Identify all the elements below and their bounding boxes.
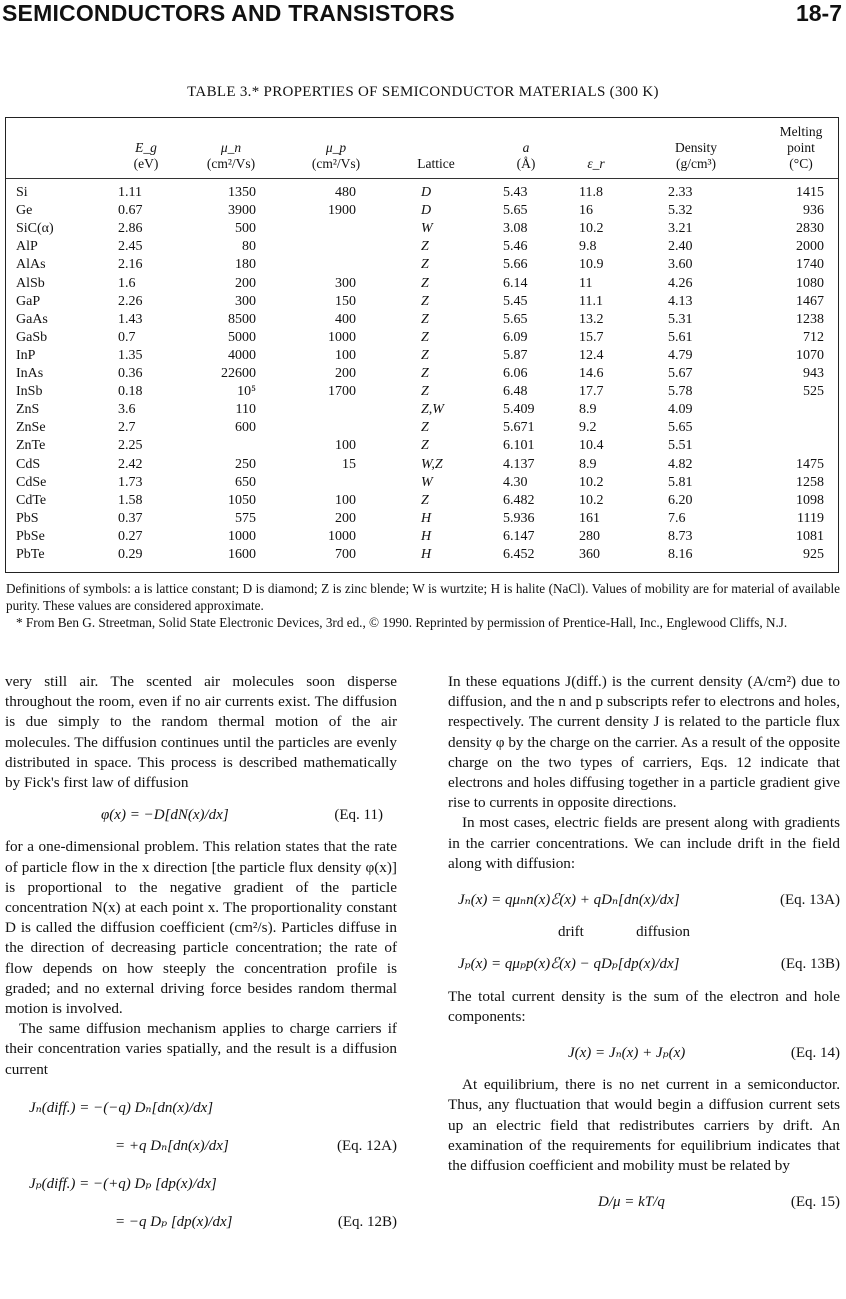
paragraph: In these equations J(diff.) is the current density (A/cm²) due to diffusion, and the n and p subscripts refer to electrons and holes, respectively. The current density J is related to the particle flux density φ by the charge on the carrier. As a result of the opposite charge on the two types of carriers, Eqs. 12 indicate that electrons and holes diffusing together in a particle gradient give rise to currents in opposite directions. (448, 673, 840, 812)
cell-er: 9.8 (579, 239, 597, 255)
cell-den: 4.82 (668, 456, 693, 472)
cell-a: 5.45 (503, 293, 528, 309)
cell-eg: 1.58 (118, 492, 143, 508)
table-row (6, 202, 838, 220)
cell-mun: 3900 (228, 203, 256, 219)
cell-den: 4.26 (668, 275, 693, 291)
cell-er: 280 (579, 528, 600, 544)
cell-lat: Z (421, 239, 429, 255)
cell-lat: W,Z (421, 456, 443, 472)
cell-mup: 100 (335, 438, 356, 454)
cell-eg: 0.36 (118, 366, 143, 381)
cell-mp: 525 (803, 384, 824, 400)
cell-den: 4.13 (668, 293, 693, 309)
cell-mup: 1700 (328, 384, 356, 400)
cell-mup: 400 (335, 311, 356, 327)
cell-mp: 1238 (796, 311, 824, 327)
col-mun: μ_n (cm²/Vs) (206, 140, 256, 171)
table-header (6, 124, 838, 176)
cell-mun: 575 (235, 510, 256, 526)
cell-mun: 650 (235, 474, 256, 490)
cell-mun: 180 (235, 257, 256, 273)
cell-a: 6.147 (503, 528, 535, 544)
cell-mup: 480 (335, 185, 356, 200)
cell-lat: Z,W (421, 402, 444, 418)
table-row (6, 383, 838, 401)
cell-mup: 15 (342, 456, 356, 472)
cell-mp: 1081 (796, 528, 824, 544)
cell-mup: 1000 (328, 528, 356, 544)
table-row (6, 347, 838, 365)
cell-a: 6.14 (503, 275, 528, 291)
cell-er: 9.2 (579, 420, 597, 436)
cell-mat: ZnS (16, 402, 40, 418)
cell-eg: 2.86 (118, 221, 143, 237)
col-a: a (Å) (516, 140, 536, 171)
source-credit: * From Ben G. Streetman, Solid State Electronic Devices, 3rd ed., © 1990. Reprinted by permission of Prentice-Hall, Inc., Englewood Cliffs, N.J. (16, 615, 788, 630)
cell-den: 6.20 (668, 492, 693, 508)
cell-er: 10.2 (579, 474, 604, 490)
cell-eg: 0.67 (118, 203, 143, 219)
cell-mat: InP (16, 347, 36, 363)
cell-a: 6.482 (503, 492, 535, 508)
cell-mat: CdTe (16, 492, 47, 508)
paragraph: At equilibrium, there is no net current in a semiconductor. Thus, any fluctuation that would begin a diffusion current sets up an electric field that redistributes carriers by drift. An examination of the requirements for equilibrium indicates that the diffusion coefficient and mobility must be related by (448, 1076, 840, 1175)
cell-er: 161 (579, 510, 600, 526)
cell-mat: Si (16, 185, 28, 200)
cell-mup: 100 (335, 492, 356, 508)
cell-er: 11.8 (579, 185, 603, 200)
cell-mat: GaSb (16, 329, 48, 345)
cell-eg: 0.18 (118, 384, 143, 400)
cell-lat: W (421, 221, 433, 237)
cell-eg: 2.16 (118, 257, 143, 273)
cell-lat: Z (421, 311, 429, 327)
cell-mup: 300 (335, 275, 356, 291)
cell-mup: 200 (335, 510, 356, 526)
cell-mat: AlP (16, 239, 38, 255)
cell-lat: H (421, 528, 432, 544)
cell-mp: 2830 (796, 221, 824, 237)
equation-13a: Jₙ(x) = qμₙn(x)ℰ(x) + qDₙ[dn(x)/dx] (Eq. 13A) (458, 892, 840, 909)
col-eg: E_g (eV) (133, 140, 159, 171)
cell-mp: 1098 (796, 492, 824, 508)
cell-eg: 2.26 (118, 293, 143, 309)
right-column (448, 672, 840, 1224)
cell-eg: 0.27 (118, 528, 143, 544)
cell-eg: 1.11 (118, 185, 142, 200)
cell-mat: InAs (16, 366, 44, 381)
table-row (6, 492, 838, 510)
table-row (6, 510, 838, 528)
paragraph: very still air. The scented air molecules soon disperse throughout the room, even if no air currents exist. The diffusion is due simply to the random thermal motion of the air molecules. The diffusion continues until the particles are evenly distributed in space. This process is described mathematically by Fick's first law of diffusion (5, 673, 397, 792)
cell-lat: Z (421, 329, 429, 345)
page-number: 18-7 (795, 0, 842, 26)
cell-a: 5.65 (503, 311, 528, 327)
cell-er: 10.9 (579, 257, 604, 273)
cell-mun: 80 (242, 239, 256, 255)
cell-mat: GaP (16, 293, 41, 309)
left-column (5, 672, 397, 1245)
cell-er: 13.2 (579, 311, 604, 327)
cell-den: 5.31 (668, 311, 693, 327)
cell-den: 5.61 (668, 329, 693, 345)
cell-mun: 8500 (228, 311, 256, 327)
col-lattice: Lattice (417, 156, 455, 171)
cell-den: 2.40 (668, 239, 693, 255)
col-mup: μ_p (cm²/Vs) (311, 140, 361, 171)
cell-eg: 2.7 (118, 420, 136, 436)
cell-mat: CdS (16, 456, 41, 472)
cell-eg: 1.43 (118, 311, 143, 327)
table-row (6, 546, 838, 564)
cell-mun: 4000 (228, 347, 256, 363)
cell-mat: PbSe (16, 528, 45, 544)
cell-er: 10.4 (579, 438, 604, 454)
cell-er: 17.7 (579, 384, 604, 400)
cell-er: 360 (579, 547, 600, 562)
cell-lat: Z (421, 438, 429, 454)
cell-lat: D (421, 185, 432, 200)
cell-mun: 200 (235, 275, 256, 291)
header-rule (6, 178, 838, 179)
cell-den: 5.67 (668, 366, 693, 381)
cell-eg: 2.25 (118, 438, 143, 454)
cell-a: 6.09 (503, 329, 528, 345)
cell-mun: 1600 (228, 547, 256, 562)
cell-a: 5.87 (503, 347, 528, 363)
cell-mun: 300 (235, 293, 256, 309)
cell-a: 3.08 (503, 221, 528, 237)
cell-mun: 5000 (228, 329, 256, 345)
table-row (6, 329, 838, 347)
table-row (6, 293, 838, 311)
table-row (6, 311, 838, 329)
col-er: ε_r (587, 156, 605, 171)
equation-12a-line1: Jₙ(diff.) = −(−q) Dₙ[dn(x)/dx] (29, 1099, 214, 1116)
cell-mat: AlSb (16, 275, 45, 291)
cell-lat: W (421, 474, 433, 490)
equation-14: J(x) = Jₙ(x) + Jₚ(x) (Eq. 14) (568, 1045, 840, 1062)
paragraph: The total current density is the sum of the electron and hole components: (448, 987, 840, 1025)
cell-er: 11.1 (579, 293, 603, 309)
cell-mp: 925 (803, 547, 824, 562)
cell-lat: H (421, 547, 432, 562)
cell-mup: 200 (335, 366, 356, 381)
cell-mat: GaAs (16, 311, 48, 327)
cell-lat: Z (421, 366, 429, 381)
cell-eg: 0.29 (118, 547, 143, 562)
cell-mun: 1050 (228, 492, 256, 508)
cell-mp: 1740 (796, 257, 824, 273)
equation-13b: Jₚ(x) = qμₚp(x)ℰ(x) − qDₚ[dp(x)/dx] (Eq. 13B) (458, 956, 840, 973)
table-row (6, 275, 838, 293)
cell-mp: 936 (803, 203, 824, 219)
cell-mp: 1415 (796, 185, 824, 200)
cell-er: 12.4 (579, 347, 604, 363)
cell-eg: 1.35 (118, 347, 143, 363)
table-row (6, 528, 838, 546)
cell-mat: PbTe (16, 547, 45, 562)
cell-mun: 110 (235, 402, 256, 418)
cell-den: 2.33 (668, 185, 693, 200)
cell-er: 14.6 (579, 366, 604, 381)
cell-den: 5.78 (668, 384, 693, 400)
cell-a: 5.43 (503, 185, 528, 200)
cell-lat: Z (421, 492, 429, 508)
cell-den: 8.16 (668, 547, 693, 562)
cell-mp: 1467 (796, 293, 824, 309)
cell-mat: PbS (16, 510, 39, 526)
cell-eg: 3.6 (118, 402, 136, 418)
cell-mun: 1350 (228, 185, 256, 200)
equation-15: D/μ = kT/q (Eq. 15) (598, 1194, 840, 1211)
equation-12a-line2: = +q Dₙ[dn(x)/dx] (Eq. 12A) (115, 1138, 397, 1155)
cell-mup: 1900 (328, 203, 356, 219)
cell-mun: 600 (235, 420, 256, 436)
cell-mp: 1070 (796, 347, 824, 363)
cell-lat: Z (421, 275, 429, 291)
table-row (6, 220, 838, 238)
cell-mup: 1000 (328, 329, 356, 345)
cell-er: 11 (579, 275, 593, 291)
cell-den: 3.60 (668, 257, 693, 273)
cell-er: 8.9 (579, 456, 597, 472)
cell-eg: 0.37 (118, 510, 143, 526)
cell-a: 5.66 (503, 257, 528, 273)
cell-a: 5.46 (503, 239, 528, 255)
table-notes (6, 580, 840, 631)
cell-a: 4.30 (503, 474, 528, 490)
cell-er: 10.2 (579, 492, 604, 508)
cell-er: 8.9 (579, 402, 597, 418)
table-title: TABLE 3.* PROPERTIES OF SEMICONDUCTOR MATERIALS (300 K) (187, 84, 659, 100)
cell-eg: 1.73 (118, 474, 143, 490)
cell-den: 7.6 (668, 510, 686, 526)
cell-mun: 250 (235, 456, 256, 472)
cell-a: 5.936 (503, 510, 535, 526)
cell-eg: 1.6 (118, 275, 136, 291)
cell-den: 5.81 (668, 474, 693, 490)
cell-mp: 2000 (796, 239, 824, 255)
cell-mat: CdSe (16, 474, 47, 490)
cell-mup: 150 (335, 293, 356, 309)
drift-diffusion-labels: drift diffusion (558, 924, 690, 941)
equation-11: φ(x) = −D[dN(x)/dx] (Eq. 11) (101, 807, 383, 824)
cell-mat: InSb (16, 384, 43, 400)
cell-mp: 943 (803, 366, 824, 381)
cell-den: 5.51 (668, 438, 693, 454)
cell-mp: 1258 (796, 474, 824, 490)
cell-mp: 1119 (797, 510, 824, 526)
cell-lat: H (421, 510, 432, 526)
cell-a: 6.06 (503, 366, 528, 381)
table-row (6, 238, 838, 256)
properties-table (5, 117, 839, 573)
cell-a: 5.671 (503, 420, 535, 436)
cell-lat: Z (421, 257, 429, 273)
cell-mup: 100 (335, 347, 356, 363)
cell-mup: 700 (335, 547, 356, 562)
cell-lat: Z (421, 293, 429, 309)
cell-a: 4.137 (503, 456, 535, 472)
equation-12b-line1: Jₚ(diff.) = −(+q) Dₚ [dp(x)/dx] (29, 1176, 217, 1193)
cell-er: 15.7 (579, 329, 604, 345)
cell-den: 8.73 (668, 528, 693, 544)
table-row (6, 456, 838, 474)
cell-lat: Z (421, 347, 429, 363)
cell-den: 3.21 (668, 221, 693, 237)
table-row (6, 437, 838, 455)
paragraph: The same diffusion mechanism applies to charge carriers if their concentration varies spatially, and the result is a diffusion current (5, 1020, 397, 1078)
paragraph: for a one-dimensional problem. This relation states that the rate of particle flow in the x direction [the particle flux density φ(x)] is proportional to the negative gradient of the particle concentration N(x) at each point x. The proportionality constant D is called the diffusion coefficient (cm²/s). Particles diffuse in the direction of decreasing particle concentration; the rate of flow depends on how steeply the concentration profile is graded; and no external driving force besides random thermal motion is involved. (5, 838, 397, 1018)
cell-a: 6.101 (503, 438, 535, 454)
cell-mat: SiC(α) (16, 221, 54, 237)
cell-mun: 10⁵ (237, 384, 256, 400)
cell-eg: 0.7 (118, 329, 136, 345)
col-density: Density (g/cm³) (675, 140, 717, 171)
cell-a: 5.409 (503, 402, 535, 418)
cell-mat: Ge (16, 203, 33, 219)
page-header (0, 0, 846, 36)
cell-lat: Z (421, 420, 429, 436)
cell-mun: 500 (235, 221, 256, 237)
equation-12b-line2: = −q Dₚ [dp(x)/dx] (Eq. 12B) (115, 1214, 397, 1231)
table-row (6, 365, 838, 383)
cell-mun: 22600 (221, 366, 256, 381)
cell-mp: 1080 (796, 275, 824, 291)
col-melting: Melting point (°C) (779, 124, 823, 171)
paragraph: In most cases, electric fields are present along with gradients in the carrier concentrations. We can include drift in the field along with diffusion: (448, 814, 840, 872)
symbol-definitions: Definitions of symbols: a is lattice constant; D is diamond; Z is zinc blende; W is wurtzite; H is halite (NaCl). Values of mobility are for material of available purity. These values are considered approximate. (6, 581, 840, 613)
cell-mat: AlAs (16, 257, 46, 273)
table-row (6, 256, 838, 274)
cell-er: 10.2 (579, 221, 604, 237)
cell-den: 4.09 (668, 402, 693, 418)
cell-er: 16 (579, 203, 593, 219)
cell-den: 4.79 (668, 347, 693, 363)
running-title: SEMICONDUCTORS AND TRANSISTORS (2, 0, 455, 26)
cell-eg: 2.45 (118, 239, 143, 255)
table-row (6, 401, 838, 419)
table-row (6, 184, 838, 202)
cell-mp: 1475 (796, 456, 824, 472)
cell-mat: ZnTe (16, 438, 46, 454)
cell-den: 5.65 (668, 420, 693, 436)
cell-a: 5.65 (503, 203, 528, 219)
table-row (6, 474, 838, 492)
cell-lat: D (421, 203, 432, 219)
cell-den: 5.32 (668, 203, 693, 219)
cell-eg: 2.42 (118, 456, 143, 472)
cell-a: 6.452 (503, 547, 535, 562)
cell-lat: Z (421, 384, 429, 400)
cell-a: 6.48 (503, 384, 528, 400)
cell-mat: ZnSe (16, 420, 46, 436)
cell-mp: 712 (803, 329, 824, 345)
table-row (6, 419, 838, 437)
cell-mun: 1000 (228, 528, 256, 544)
